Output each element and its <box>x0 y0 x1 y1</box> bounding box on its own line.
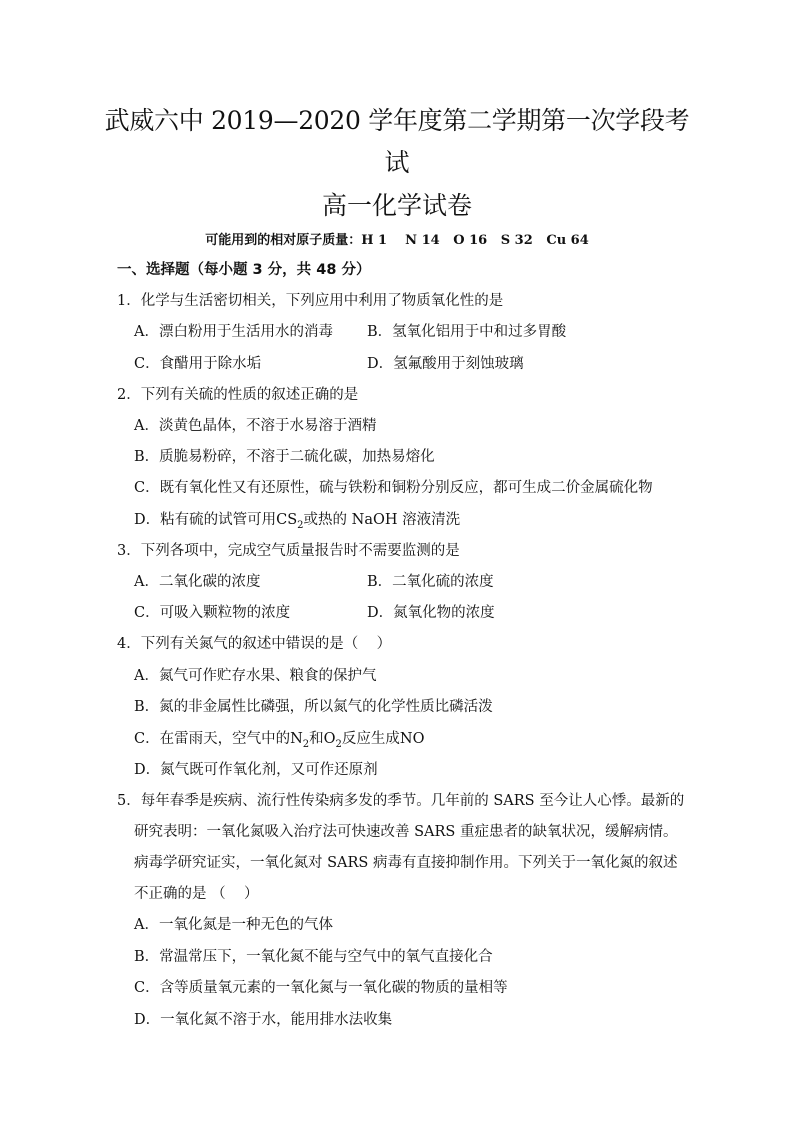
question-2-option-c: C．既有氧化性又有还原性，硫与铁粉和铜粉分别反应，都可生成二价金属硫化物 <box>134 480 653 496</box>
question-5-option-d: D．一氧化氮不溶于水，能用排水法收集 <box>134 1012 393 1028</box>
question-3-option-c: C．可吸入颗粒物的浓度 <box>134 605 291 621</box>
question-4-option-d: D．氮气既可作氧化剂，又可作还原剂 <box>134 762 378 778</box>
section-heading: 一、选择题（每小题 3 分，共 48 分） <box>117 262 371 278</box>
question-5-stem-line4: 不正确的是 （ ） <box>134 886 259 902</box>
question-5-option-a: A．一氧化氮是一种无色的气体 <box>134 917 333 933</box>
question-2-option-d-text2: 或热的 NaOH 溶液清洗 <box>303 512 461 528</box>
question-4-option-a: A．氮气可作贮存水果、粮食的保护气 <box>134 668 377 684</box>
question-1-option-b: B．氢氧化铝用于中和过多胃酸 <box>367 324 567 340</box>
question-4-option-c: C．在雷雨天，空气中的$N_2$和$O_2$反应生成NO <box>134 731 425 750</box>
exam-title-line1: 武威六中 2019—2020 学年度第二学期第一次学段考 <box>104 106 690 135</box>
atomic-masses-note: 可能用到的相对原子质量：H 1 N 14 O 16 S 32 Cu 64 <box>205 233 589 248</box>
question-2-option-a: A．淡黄色晶体，不溶于水易溶于酒精 <box>134 418 377 434</box>
exam-subject-title: 高一化学试卷 <box>321 191 472 220</box>
question-4-stem: 4．下列有关氮气的叙述中错误的是（ ） <box>117 636 392 652</box>
question-3-option-b: B．二氧化硫的浓度 <box>367 574 494 590</box>
formula-o2: $O_2$ <box>323 731 342 750</box>
question-2-option-d <box>134 508 460 531</box>
question-1-option-c: C．食醋用于除水垢 <box>134 356 262 372</box>
question-2-option-b: B．质脆易粉碎，不溶于二硫化碳，加热易熔化 <box>134 449 435 465</box>
question-1-stem: 1．化学与生活密切相关，下列应用中利用了物质氧化性的是 <box>117 293 504 309</box>
question-5-option-b: B．常温常压下，一氧化氮不能与空气中的氧气直接化合 <box>134 949 493 965</box>
formula-n2: $N_2$ <box>290 731 310 750</box>
question-3-option-d: D．氮氧化物的浓度 <box>367 605 495 621</box>
exam-title-line2: 试 <box>384 148 410 177</box>
question-5-stem-line2: 研究表明：一氧化氮吸入治疗法可快速改善 SARS 重症患者的缺氧状况，缓解病情。 <box>134 824 678 840</box>
question-1-option-d: D．氢氟酸用于刻蚀玻璃 <box>367 356 524 372</box>
question-5-stem-line1: 5．每年春季是疾病、流行性传染病多发的季节。几年前的 SARS 至今让人心悸。最新的 <box>117 793 685 809</box>
formula-cs2: $CS_2$ <box>276 512 304 531</box>
question-4-option-b: B．氮的非金属性比磷强，所以氮气的化学性质比磷活泼 <box>134 699 493 715</box>
formula-no: NO <box>399 731 425 747</box>
question-2-stem: 2．下列有关硫的性质的叙述正确的是 <box>117 387 359 403</box>
question-3-option-a: A．二氧化碳的浓度 <box>134 574 261 590</box>
question-5-option-c: C．含等质量氧元素的一氧化氮与一氧化碳的物质的量相等 <box>134 980 508 996</box>
question-2-option-d-text1: D．粘有硫的试管可用 <box>134 512 277 528</box>
question-3-stem: 3．下列各项中，完成空气质量报告时不需要监测的是 <box>117 543 460 559</box>
question-1-option-a: A．漂白粉用于生活用水的消毒 <box>134 324 333 340</box>
question-5-stem-line3: 病毒学研究证实，一氧化氮对 SARS 病毒有直接抑制作用。下列关于一氧化氮的叙述 <box>134 855 678 871</box>
